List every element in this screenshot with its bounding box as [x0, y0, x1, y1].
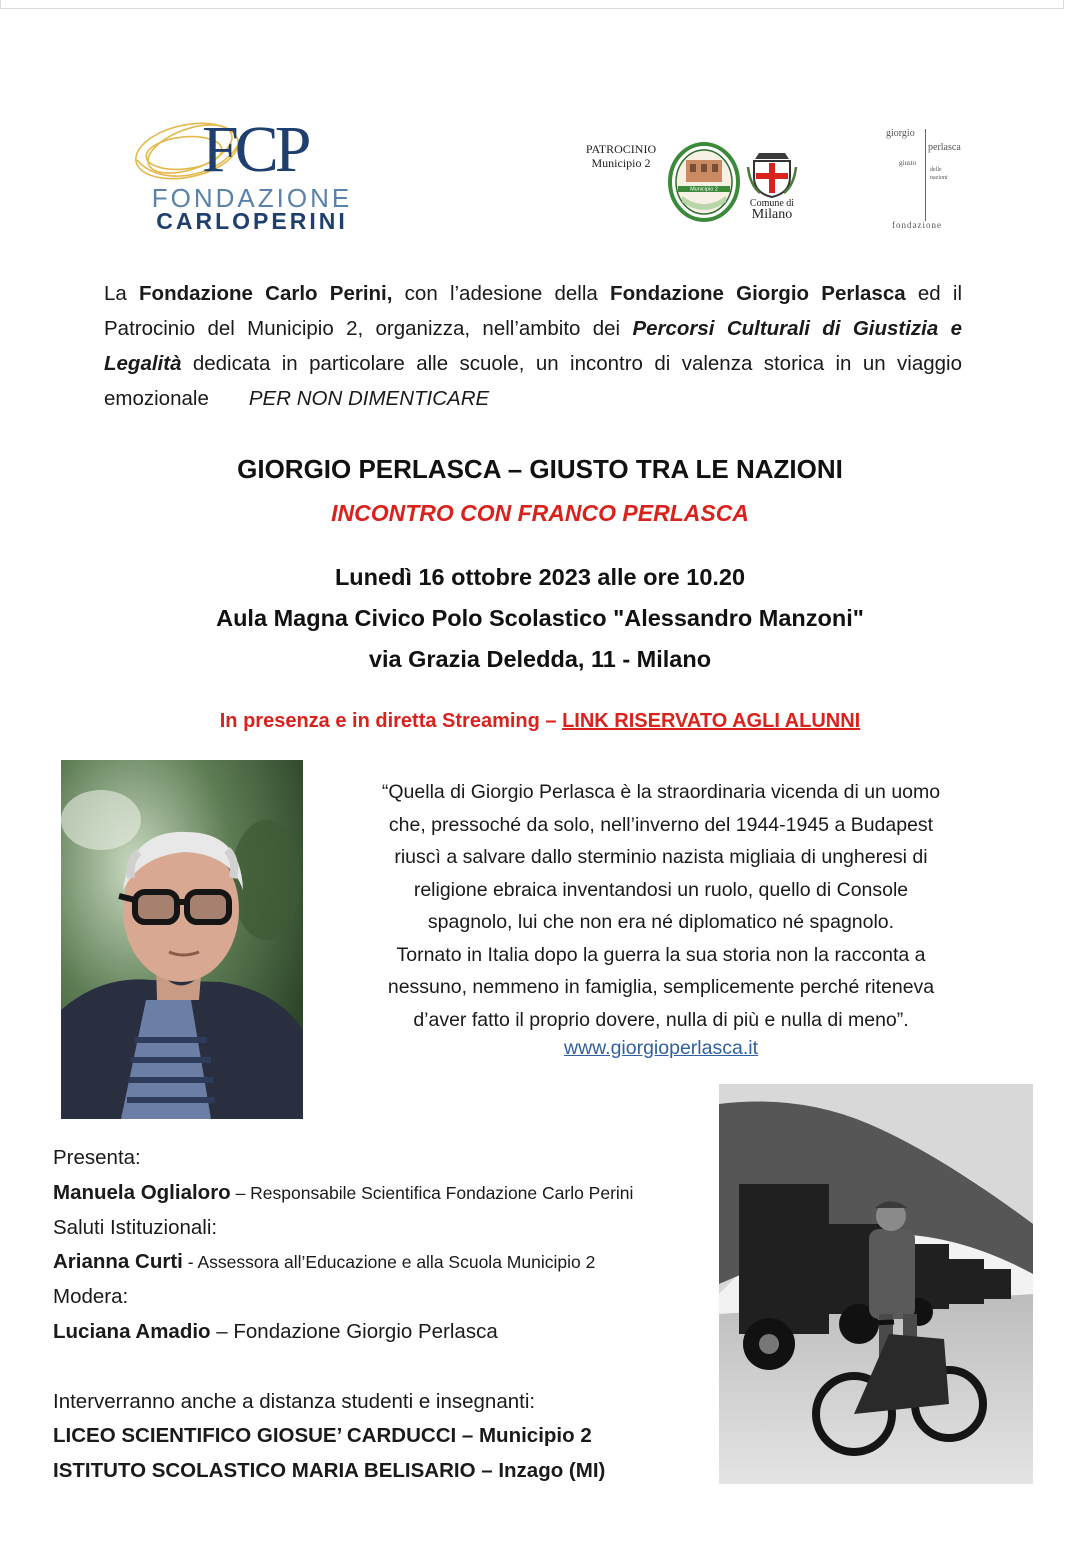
fcp-monogram: FCP	[202, 113, 308, 186]
school-1: LICEO SCIENTIFICO GIOSUE’ CARDUCCI – Municipio 2	[53, 1424, 592, 1448]
patrocinio-line2: Municipio 2	[591, 156, 651, 170]
portrait-photo-giorgio-perlasca	[61, 760, 303, 1119]
patrocinio-label	[566, 142, 676, 170]
school-2: ISTITUTO SCOLASTICO MARIA BELISARIO – Inzago (MI)	[53, 1459, 606, 1483]
quote-line: riuscì a salvare dallo sterminio nazista migliaia di ungheresi di	[394, 846, 928, 868]
intro-text-2: con l’adesione della	[392, 282, 611, 305]
modera-row	[53, 1315, 713, 1350]
quote-line: religione ebraica inventandosi un ruolo, quello di Console	[413, 878, 909, 901]
modera-label: Modera:	[53, 1285, 129, 1309]
intro-org-1: Fondazione Carlo Perini,	[139, 282, 393, 305]
intro-org-2: Fondazione Giorgio Perlasca	[610, 282, 906, 305]
presenta-label: Presenta:	[53, 1146, 141, 1169]
logo-word-nazioni: nazioni	[930, 175, 948, 181]
eyeglasses-icon	[119, 892, 229, 922]
fcp-logo-mark	[132, 105, 372, 195]
event-address: via Grazia Deledda, 11 - Milano	[368, 646, 712, 672]
milano-crest-icon	[746, 147, 798, 199]
perlasca-foundation-logo	[880, 125, 975, 235]
comune-di-text: Comune di	[749, 198, 795, 209]
perlasca-logo-divider	[925, 129, 926, 221]
quote-line: che, pressoché da solo, nell’inverno del 1944-1945 a Budapest	[388, 813, 934, 836]
patrocinio-line1: PATROCINIO	[585, 142, 657, 156]
historical-photo-motorcycle	[719, 1084, 1033, 1484]
website-link[interactable]: www.giorgioperlasca.it	[563, 1037, 758, 1059]
streaming-prefix: In presenza e in diretta Streaming –	[219, 710, 563, 732]
quote-line: d’aver fatto il proprio dovere, nulla di più e nulla di meno”.	[413, 1008, 909, 1031]
logo-word-fondazione: fondazione	[892, 220, 942, 230]
top-edge-frame	[0, 0, 1064, 9]
logo-word-giorgio: giorgio	[886, 128, 915, 139]
quote-line: nessuno, nemmeno in famiglia, semplicemente perché riteneva	[387, 976, 935, 998]
event-title: GIORGIO PERLASCA – GIUSTO TRA LE NAZIONI	[237, 454, 843, 484]
logo-word-delle: delle	[930, 167, 942, 173]
intro-text-4: dedicata in particolare alle scuole, un incontro di valenza storica in un viaggio emozionale	[104, 352, 962, 410]
intro-text-1: La	[104, 282, 140, 305]
intro-program: Percorsi Culturali di Giustizia e Legalità	[104, 317, 962, 375]
municipio-badge-label: Municipio 2	[690, 186, 718, 193]
logo-word-perlasca: perlasca	[928, 142, 961, 153]
event-subtitle: INCONTRO CON FRANCO PERLASCA	[331, 500, 749, 526]
quote-line: Tornato in Italia dopo la guerra la sua storia non la racconta a	[396, 943, 926, 966]
saluti-row	[53, 1245, 713, 1280]
event-venue: Aula Magna Civico Polo Scolastico "Alessandro Manzoni"	[216, 605, 864, 631]
presenter-name: Manuela Oglialoro	[53, 1180, 231, 1204]
greeter-name: Arianna Curti	[53, 1250, 183, 1274]
fcp-name-line2: CARLOPERINI	[156, 208, 348, 234]
intro-slogan: PER NON DIMENTICARE	[248, 387, 490, 410]
moderator-role: – Fondazione Giorgio Perlasca	[210, 1319, 498, 1343]
comune-milano-label	[736, 198, 808, 223]
fcp-name-line1: FONDAZIONE	[151, 183, 353, 213]
remote-label: Interverranno anche a distanza studenti e insegnanti:	[53, 1389, 536, 1413]
quote-line: spagnolo, lui che non era né diplomatico né spagnolo.	[427, 911, 895, 933]
logo-word-giusto: giusto	[899, 159, 917, 167]
event-date: Lunedì 16 ottobre 2023 alle ore 10.20	[334, 564, 746, 590]
intro-paragraph	[104, 276, 962, 416]
municipio-badge-icon	[668, 142, 740, 222]
credits-section	[53, 1141, 713, 1489]
perlasca-quote	[336, 776, 986, 1036]
greeter-role: - Assessora all’Educazione e alla Scuola Municipio 2	[182, 1252, 596, 1273]
presenta-row	[53, 1176, 713, 1211]
milano-text: Milano	[751, 207, 793, 222]
streaming-line	[0, 710, 1080, 733]
saluti-label: Saluti Istituzionali:	[53, 1215, 218, 1239]
streaming-link[interactable]: LINK RISERVATO AGLI ALUNNI	[562, 710, 861, 732]
presenter-role: – Responsabile Scientifica Fondazione Carlo Perini	[230, 1182, 634, 1203]
quote-line: “Quella di Giorgio Perlasca è la straordinaria vicenda di un uomo	[381, 781, 941, 803]
intro-text-3: ed il Patrocinio del Municipio 2, organizza, nell’ambito dei	[104, 282, 962, 340]
moderator-name: Luciana Amadio	[53, 1319, 211, 1343]
